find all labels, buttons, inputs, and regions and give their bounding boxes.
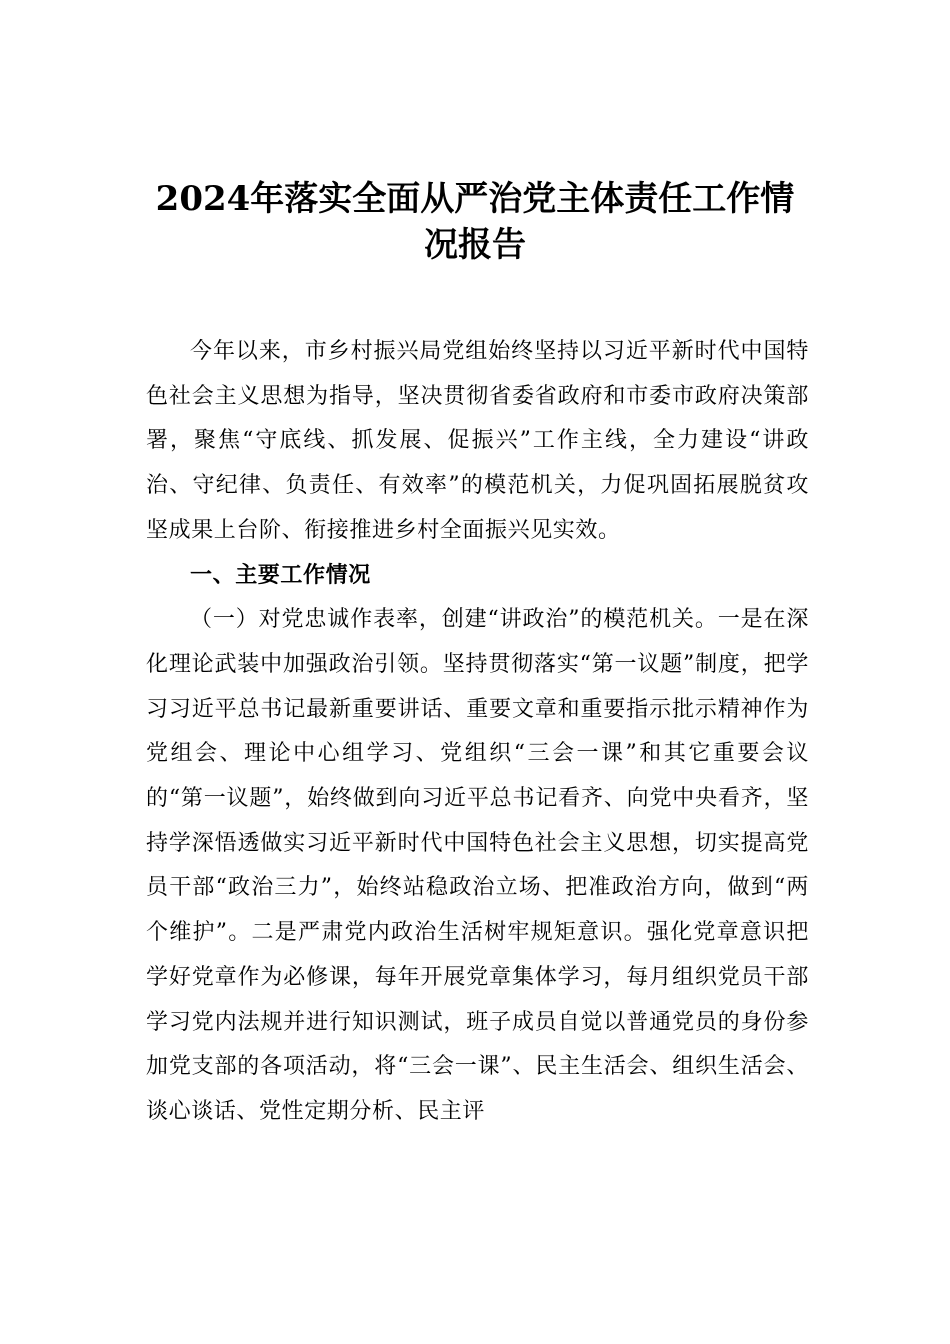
document-body bbox=[146, 330, 809, 1135]
document-title: 2024年落实全面从严治党主体责任工作情况报告 bbox=[155, 179, 795, 265]
intro-paragraph: 今年以来，市乡村振兴局党组始终坚持以习近平新时代中国特色社会主义思想为指导，坚决贯彻省委省政府和市委市政府决策部署，聚焦“守底线、抓发展、促振兴”工作主线，全力建设“讲政治、守纪律、负责任、有效率”的模范机关，力促巩固拓展脱贫攻坚成果上台阶、衔接推进乡村全面振兴见实效。 bbox=[146, 339, 809, 543]
section-paragraph: （一）对党忠诚作表率，创建“讲政治”的模范机关。一是在深化理论武装中加强政治引领。坚持贯彻落实“第一议题”制度，把学习习近平总书记最新重要讲话、重要文章和重要指示批示精神作为党组会、理论中心组学习、党组织“三会一课”和其它重要会议的“第一议题”，始终做到向习近平总书记看齐、向党中央看齐，坚持学深悟透做实习近平新时代中国特色社会主义思想，切实提高党员干部“政治三力”，始终站稳政治立场、把准政治方向，做到“两个维护”。二是严肃党内政治生活树牢规矩意识。强化党章意识把学好党章作为必修课，每年开展党章集体学习，每月组织党员干部学习党内法规并进行知识测试，班子成员自觉以普通党员的身份参加党支部的各项活动，将“三会一课”、民主生活会、组织生活会、谈心谈话、党性定期分析、民主评 bbox=[146, 607, 809, 1124]
section-heading: 一、主要工作情况 bbox=[190, 562, 371, 588]
